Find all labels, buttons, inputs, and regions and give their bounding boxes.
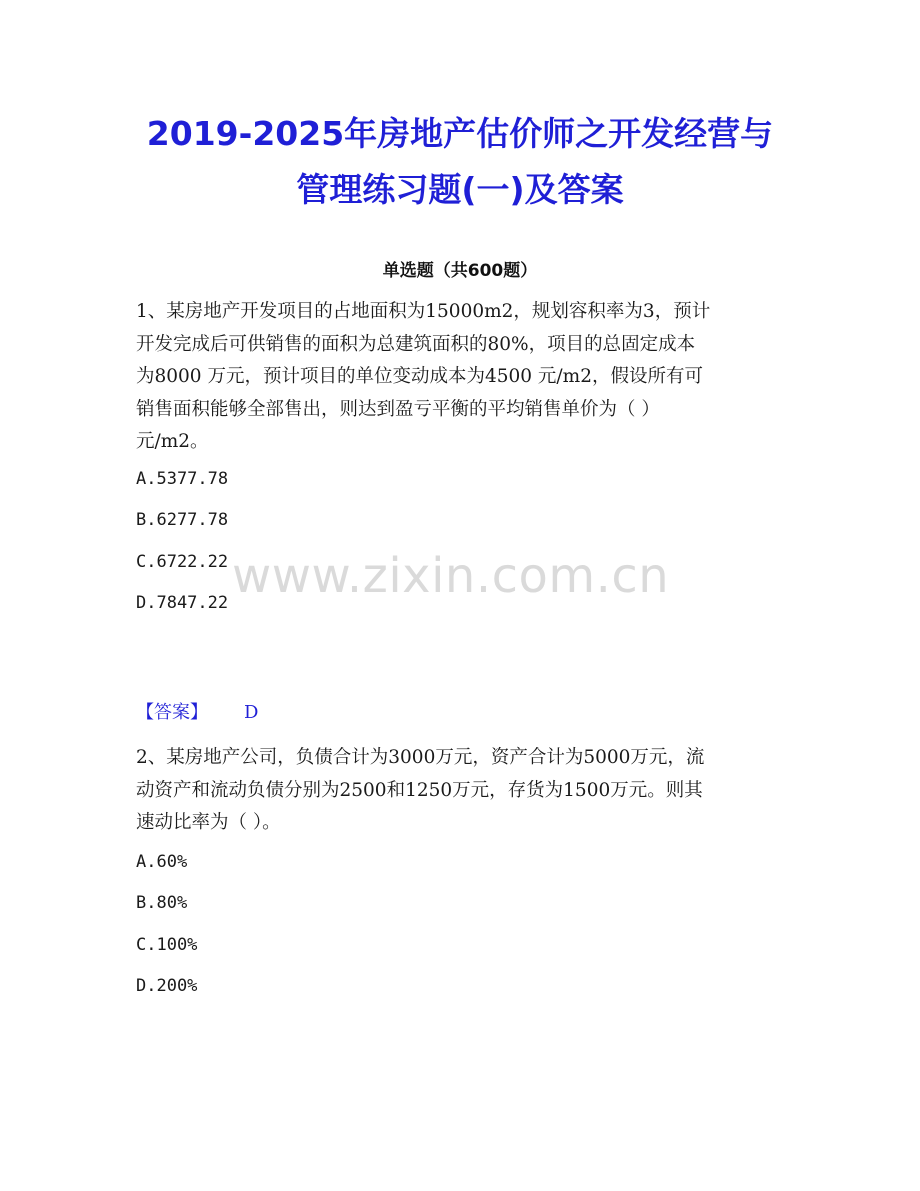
question-2-option-b: B.80%	[136, 893, 188, 913]
document-title-line-1: 2019-2025年房地产估价师之开发经营与	[146, 114, 774, 153]
question-1-line: 销售面积能够全部售出，则达到盈亏平衡的平均销售单价为（ ）	[136, 398, 660, 420]
watermark: www.zixin.com.cn	[232, 548, 670, 604]
question-1-line: 为8000 万元，预计项目的单位变动成本为4500 元/m2，假设所有可	[136, 366, 703, 387]
section-heading: 单选题（共600题）	[382, 261, 538, 281]
question-2-line: 2、某房地产公司，负债合计为3000万元，资产合计为5000万元，流	[136, 747, 705, 768]
question-2-option-d: D.200%	[136, 976, 198, 996]
question-1-line: 开发完成后可供销售的面积为总建筑面积的80%，项目的总固定成本	[136, 333, 696, 355]
question-2-line: 速动比率为（ ）。	[136, 812, 281, 833]
question-1-line: 元/m2。	[136, 431, 209, 452]
question-1-option-b: B.6277.78	[136, 510, 229, 530]
question-1-option-c: C.6722.22	[136, 552, 229, 572]
question-1-option-a: A.5377.78	[136, 469, 229, 489]
answer-label: 【答案】	[136, 702, 208, 723]
question-1-line: 1、某房地产开发项目的占地面积为15000m2，规划容积率为3，预计	[136, 301, 711, 322]
question-1-answer	[136, 700, 258, 726]
question-2-text	[136, 742, 786, 840]
question-2-option-c: C.100%	[136, 935, 198, 955]
document-title-line-2: 管理练习题(一)及答案	[296, 170, 624, 209]
question-2-line: 动资产和流动负债分别为2500和1250万元，存货为1500万元。则其	[136, 779, 703, 801]
question-1-text	[136, 296, 786, 459]
question-2-option-a: A.60%	[136, 852, 188, 872]
question-1-option-d: D.7847.22	[136, 593, 229, 613]
answer-value: D	[244, 702, 259, 723]
